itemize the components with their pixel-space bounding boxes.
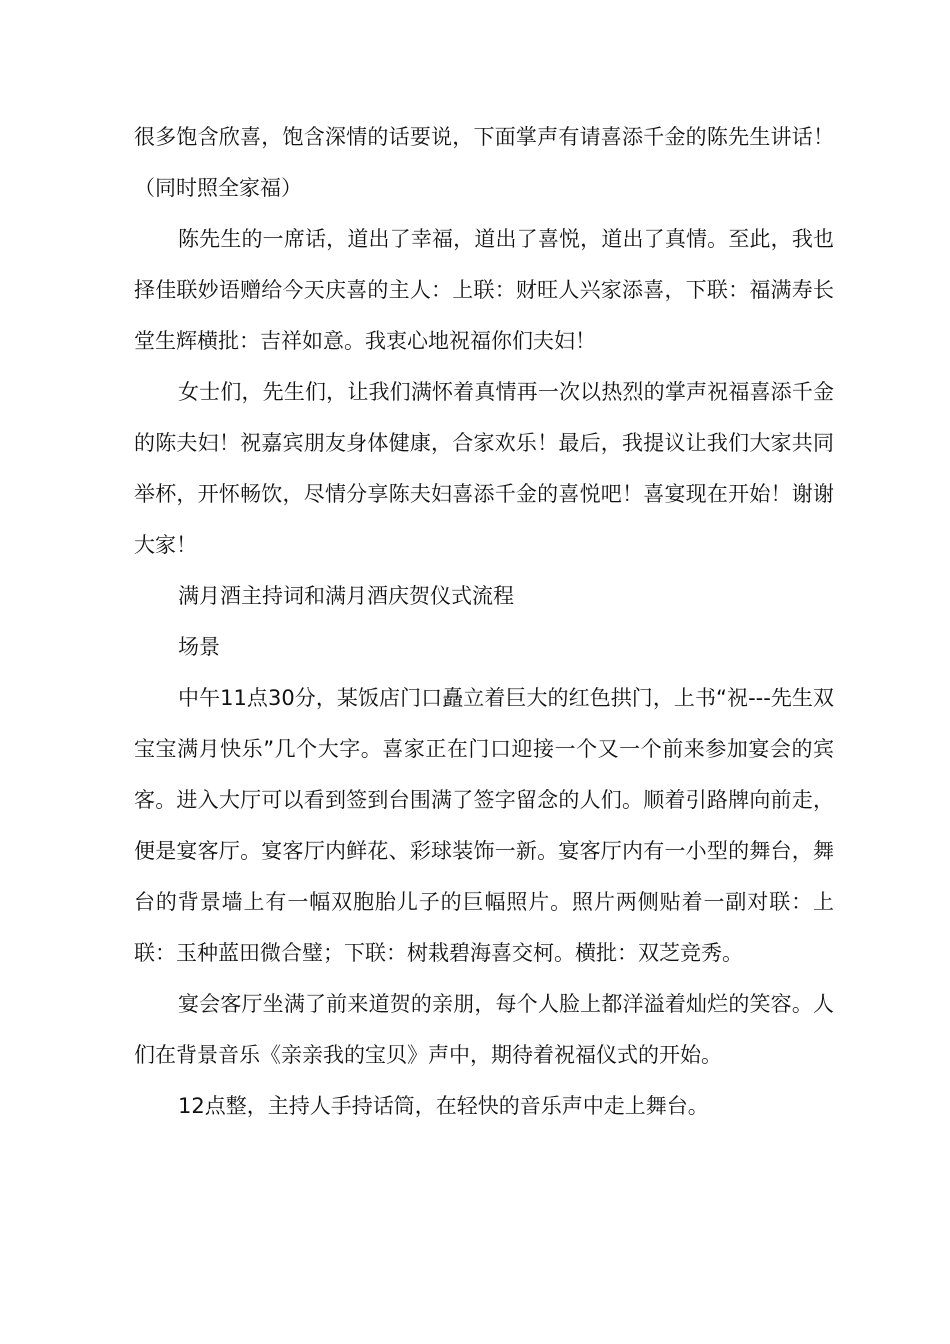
paragraph-intro-ending: 很多饱含欣喜，饱含深情的话要说，下面掌声有请喜添千金的陈先生讲话！（同时照全家福） xyxy=(134,125,834,200)
document-page xyxy=(134,112,834,1132)
paragraph-toast: 女士们，先生们，让我们满怀着真情再一次以热烈的掌声祝福喜添千金的陈夫妇！祝嘉宾朋友身体健康，合家欢乐！最后，我提议让我们大家共同举杯，开怀畅饮，尽情分享陈夫妇喜添千金的喜悦吧！喜宴现在开始！谢谢大家！ xyxy=(134,380,834,557)
section-title: 满月酒主持词和满月酒庆贺仪式流程 xyxy=(178,584,514,608)
paragraph-couplet: 陈先生的一席话，道出了幸福，道出了喜悦，道出了真情。至此，我也择佳联妙语赠给今天庆喜的主人：上联：财旺人兴家添喜，下联：福满寿长堂生辉横批：吉祥如意。我衷心地祝福你们夫妇！ xyxy=(134,227,834,353)
paragraph-scene: 中午11点30分，某饭店门口矗立着巨大的红色拱门，上书“祝---先生双宝宝满月快乐”几个大字。喜家正在门口迎接一个又一个前来参加宴会的宾客。进入大厅可以看到签到台围满了签字留念的人们。顺着引路牌向前走，便是宴客厅。宴客厅内鲜花、彩球装饰一新。宴客厅内有一小型的舞台，舞台的背景墙上有一幅双胞胎儿子的巨幅照片。照片两侧贴着一副对联：上联：玉种蓝田微合璧；下联：树栽碧海喜交柯。横批：双芝竞秀。 xyxy=(134,686,834,965)
section-subtitle-scene: 场景 xyxy=(178,635,220,659)
paragraph-guests: 宴会客厅坐满了前来道贺的亲朋，每个人脸上都洋溢着灿烂的笑容。人们在背景音乐《亲亲我的宝贝》声中，期待着祝福仪式的开始。 xyxy=(134,992,834,1067)
paragraph-host-enters: 12点整，主持人手持话筒，在轻快的音乐声中走上舞台。 xyxy=(178,1094,709,1118)
